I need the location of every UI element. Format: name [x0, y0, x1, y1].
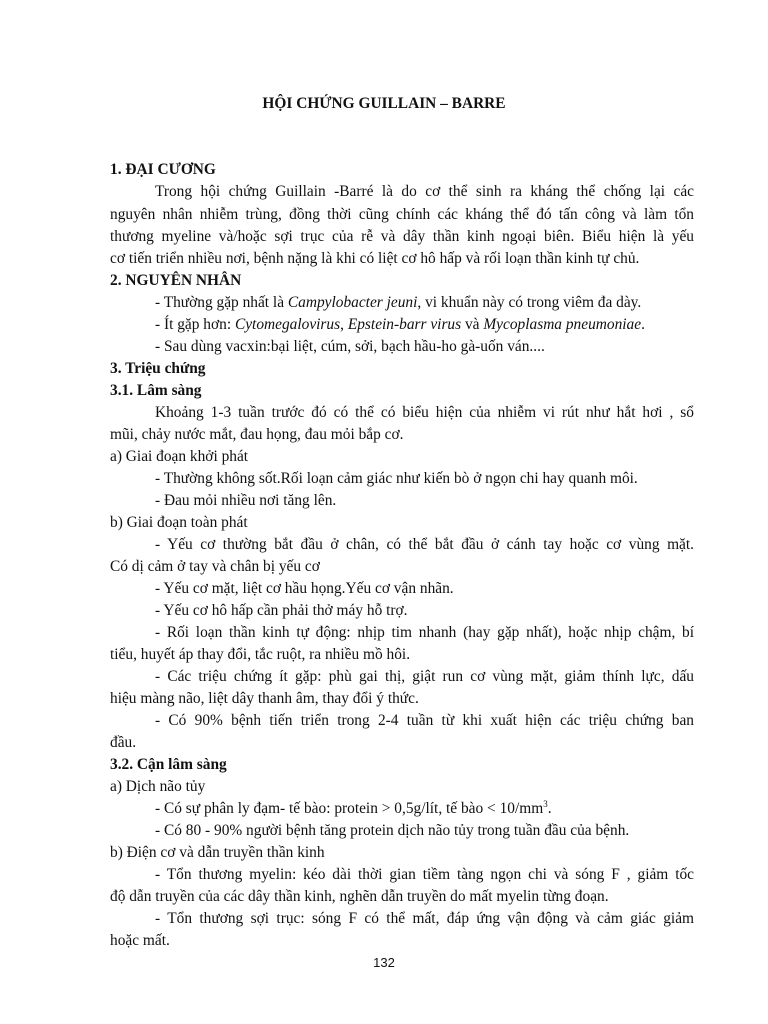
bullet-italic-term: Cytomegalovirus	[234, 316, 341, 333]
bullet-item: - Thường không sốt.Rối loạn cảm giác như kiến bò ở ngọn chi hay quanh môi.	[155, 470, 638, 487]
bullet-text: - Thường gặp nhất là	[155, 294, 288, 311]
bullet-text: - Ít gặp hơn:	[155, 316, 235, 333]
paragraph-line: nguyên nhân nhiễm trùng, đồng thời cũng chính các kháng thể đó tấn công và làm tổn	[110, 206, 694, 223]
bullet-item: - Có 90% bệnh tiến triển trong 2-4 tuần từ khi xuất hiện các triệu chứng ban	[155, 712, 694, 729]
paragraph-line: Khoảng 1-3 tuần trước đó có thể có biểu hiện của nhiễm vi rút như hắt hơi , sổ	[155, 404, 694, 421]
bullet-text: .	[547, 800, 552, 817]
page-number: 132	[373, 955, 395, 970]
bullet-item	[155, 292, 694, 314]
paragraph-line: thương myeline và/hoặc sợi trục của rễ và dây thần kinh ngoại biên. Biểu hiện là yếu	[110, 228, 694, 245]
bullet-item: - Sau dùng vacxin:bại liệt, cúm, sởi, bạch hầu-ho gà-uốn ván....	[155, 338, 545, 355]
section-heading-general: 1. ĐẠI CƯƠNG	[110, 161, 216, 178]
bullet-text: , vi khuẩn này có trong viêm đa dày.	[417, 294, 642, 311]
stage-label-onset: a) Giai đoạn khởi phát	[110, 448, 249, 465]
bullet-item-continuation: hiệu màng não, liệt dây thanh âm, thay đổi ý thức.	[110, 690, 419, 707]
bullet-item: - Rối loạn thần kinh tự động: nhịp tim nhanh (hay gặp nhất), hoặc nhịp chậm, bí	[155, 624, 694, 641]
bullet-item-continuation: Có dị cảm ở tay và chân bị yếu cơ	[110, 558, 320, 575]
superscript: 3	[543, 799, 548, 809]
bullet-item-continuation: tiểu, huyết áp thay đổi, tắc ruột, ra nhiều mồ hôi.	[110, 646, 411, 663]
subsection-heading-paraclinical: 3.2. Cận lâm sàng	[110, 756, 227, 773]
bullet-item: - Đau mỏi nhiều nơi tăng lên.	[155, 492, 337, 509]
paragraph-line: Trong hội chứng Guillain -Barré là do cơ thể sinh ra kháng thể chống lại các	[155, 183, 694, 200]
subsection-heading-clinical: 3.1. Lâm sàng	[110, 382, 202, 399]
document-title: HỘI CHỨNG GUILLAIN – BARRE	[262, 95, 506, 112]
bullet-text: - Có sự phân ly đạm- tế bào: protein > 0,5g/lít, tế bào < 10/mm	[155, 800, 544, 817]
bullet-item-continuation: hoặc mất.	[110, 932, 170, 949]
bullet-item: - Các triệu chứng ít gặp: phù gai thị, giật run cơ vùng mặt, giảm thính lực, dấu	[155, 668, 694, 685]
bullet-item: - Yếu cơ thường bắt đầu ở chân, có thể bắt đầu ở cánh tay hoặc cơ vùng mặt.	[155, 536, 694, 553]
bullet-item: - Có 80 - 90% người bệnh tăng protein dịch não tủy trong tuần đầu của bệnh.	[155, 822, 630, 839]
bullet-item-continuation: đầu.	[110, 734, 137, 751]
bullet-text: ,	[340, 316, 348, 333]
bullet-text: .	[641, 316, 645, 333]
stage-label-full: b) Giai đoạn toàn phát	[110, 514, 248, 531]
bullet-italic-term: Campylobacter jeuni	[287, 294, 418, 311]
bullet-item: - Tổn thương myelin: kéo dài thời gian tiềm tàng ngọn chi và sóng F , giảm tốc	[155, 866, 694, 883]
bullet-item-continuation: độ dẫn truyền của các dây thần kinh, nghẽn dẫn truyền do mất myelin từng đoạn.	[110, 888, 609, 905]
paragraph-line: cơ tiến triển nhiều nơi, bệnh nặng là khi có liệt cơ hô hấp và rối loạn thần kinh tự chủ.	[110, 250, 640, 267]
bullet-item	[155, 314, 694, 336]
bullet-item: - Tổn thương sợi trục: sóng F có thể mất, đáp ứng vận động và cảm giác giảm	[155, 910, 694, 927]
bullet-italic-term: Epstein-barr virus	[347, 316, 462, 333]
stage-label-emg: b) Điện cơ và dẫn truyền thần kinh	[110, 844, 325, 861]
bullet-italic-term: Mycoplasma pneumoniae	[483, 316, 642, 333]
paragraph-line: mũi, chảy nước mắt, đau họng, đau mỏi bắp cơ.	[110, 426, 404, 443]
section-heading-symptoms: 3. Triệu chứng	[110, 360, 206, 377]
bullet-text: và	[461, 316, 484, 333]
bullet-item: - Yếu cơ hô hấp cần phải thở máy hỗ trợ.	[155, 602, 408, 619]
section-heading-causes: 2. NGUYÊN NHÂN	[110, 272, 242, 289]
stage-label-csf: a) Dịch não tủy	[110, 778, 206, 795]
bullet-item: - Yếu cơ mặt, liệt cơ hầu họng.Yếu cơ vận nhãn.	[155, 580, 454, 597]
bullet-item	[155, 798, 694, 820]
